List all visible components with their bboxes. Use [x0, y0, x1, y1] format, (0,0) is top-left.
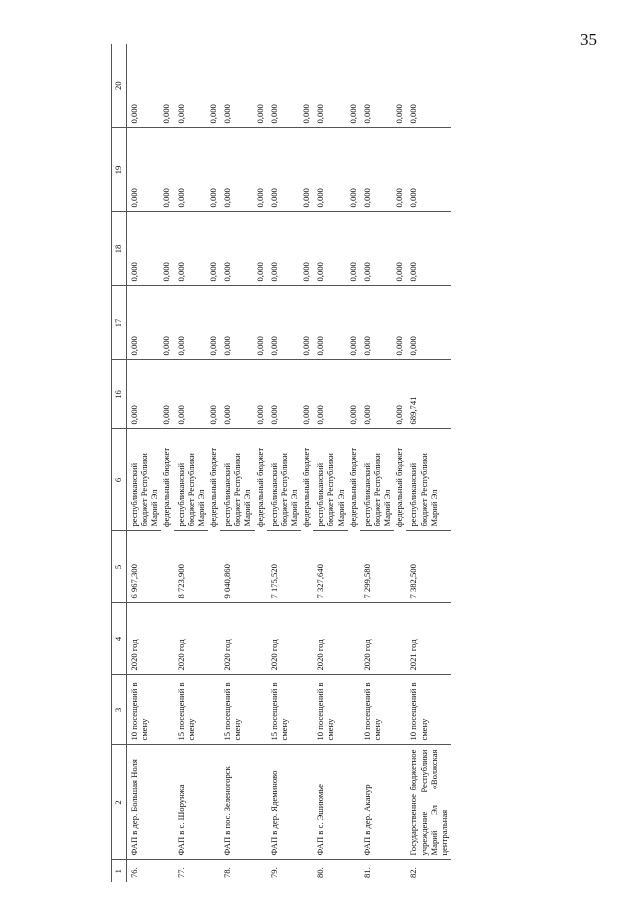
amount-19: 0,000	[360, 128, 394, 212]
col-header: 18	[112, 212, 127, 286]
col-header: 20	[112, 44, 127, 128]
amount-20: 0,000	[348, 44, 360, 128]
year: 2020 год	[220, 603, 267, 675]
col-header: 4	[112, 603, 127, 675]
funding-source: республиканский бюджет Республики Марий Эл	[313, 429, 347, 531]
object-name: ФАП в с. Шорунжа	[174, 745, 221, 860]
amount-20: 0,000	[255, 44, 267, 128]
amount-18: 0,000	[220, 212, 254, 286]
capacity: 15 посещений в смену	[267, 675, 314, 745]
object-name: ФАП в пос. Зеленогорск	[220, 745, 267, 860]
amount-17: 0,000	[360, 286, 394, 360]
amount-20: 0,000	[220, 44, 254, 128]
amount-20: 0,000	[406, 44, 451, 128]
amount-19: 0,000	[174, 128, 208, 212]
amount-17: 0,000	[301, 286, 313, 360]
capacity: 15 посещений в смену	[220, 675, 267, 745]
col-header: 3	[112, 675, 127, 745]
amount-20: 0,000	[301, 44, 313, 128]
table-row	[360, 44, 394, 882]
amount-19: 0,000	[406, 128, 451, 212]
amount-18: 0,000	[255, 212, 267, 286]
amount-20: 0,000	[394, 44, 406, 128]
amount-18: 0,000	[394, 212, 406, 286]
object-name: ФАП в с. Эшиюмье	[313, 745, 360, 860]
col-header: 5	[112, 531, 127, 603]
amount-18: 0,000	[313, 212, 347, 286]
amount-16: 689,741	[406, 360, 451, 429]
object-name: ФАП в дер. Большая Ноля	[127, 745, 174, 860]
amount-20: 0,000	[174, 44, 208, 128]
amount-17: 0,000	[313, 286, 347, 360]
amount-16: 0,000	[348, 360, 360, 429]
amount-16: 0,000	[174, 360, 208, 429]
year: 2020 год	[174, 603, 221, 675]
amount-20: 0,000	[208, 44, 220, 128]
amount-19: 0,000	[313, 128, 347, 212]
cost: 7 175,520	[267, 531, 314, 603]
amount-18: 0,000	[360, 212, 394, 286]
year: 2020 год	[127, 603, 174, 675]
amount-18: 0,000	[348, 212, 360, 286]
row-number: 76.	[129, 867, 139, 878]
amount-18: 0,000	[406, 212, 451, 286]
amount-16: 0,000	[360, 360, 394, 429]
funding-source: федеральный бюджет	[207, 447, 218, 527]
funding-source: республиканский бюджет Республики Марий Эл	[127, 429, 162, 531]
amount-19: 0,000	[161, 128, 173, 212]
amount-19: 0,000	[208, 128, 220, 212]
year: 2020 год	[267, 603, 314, 675]
table-row	[313, 44, 347, 882]
amount-18: 0,000	[301, 212, 313, 286]
col-header: 2	[112, 745, 127, 860]
table-row	[267, 44, 301, 882]
amount-16: 0,000	[313, 360, 347, 429]
capacity: 10 посещений в смену	[127, 675, 174, 745]
amount-19: 0,000	[127, 128, 162, 212]
amount-20: 0,000	[313, 44, 347, 128]
cost: 7 382,500	[406, 531, 451, 603]
row-number: 79.	[268, 867, 279, 878]
col-header: 17	[112, 286, 127, 360]
amount-18: 0,000	[161, 212, 173, 286]
funding-source: федеральный бюджет	[347, 447, 358, 527]
funding-source: республиканский бюджет Республики Марий Эл	[174, 429, 208, 531]
row-number: 82.	[408, 867, 419, 878]
funding-source: федеральный бюджет	[254, 447, 265, 527]
amount-16: 0,000	[255, 360, 267, 429]
capacity: 10 посещений в смену	[313, 675, 360, 745]
capacity: 15 посещений в смену	[174, 675, 221, 745]
row-number: 78.	[222, 867, 233, 878]
amount-16: 0,000	[220, 360, 254, 429]
financing-table	[111, 44, 451, 882]
funding-source: республиканский бюджет Республики Марий Эл	[220, 429, 254, 531]
col-header: 6	[112, 429, 127, 531]
table-row	[220, 44, 254, 882]
amount-20: 0,000	[267, 44, 301, 128]
funding-source: федеральный бюджет	[394, 447, 405, 527]
table-row	[127, 44, 162, 882]
funding-source: республиканский бюджет Республики Марий Эл	[406, 429, 451, 531]
amount-17: 0,000	[348, 286, 360, 360]
cost: 9 040,860	[220, 531, 267, 603]
amount-16: 0,000	[301, 360, 313, 429]
rotated-table-container	[111, 44, 593, 882]
cost: 6 967,300	[127, 531, 174, 603]
amount-18: 0,000	[208, 212, 220, 286]
amount-19: 0,000	[255, 128, 267, 212]
amount-19: 0,000	[394, 128, 406, 212]
table-row	[174, 44, 208, 882]
year: 2020 год	[360, 603, 407, 675]
col-header: 16	[112, 360, 127, 429]
amount-19: 0,000	[301, 128, 313, 212]
funding-source: республиканский бюджет Республики Марий Эл	[360, 429, 394, 531]
row-number: 81.	[361, 867, 372, 878]
amount-17: 0,000	[220, 286, 254, 360]
funding-source: федеральный бюджет	[301, 447, 312, 527]
amount-16: 0,000	[127, 360, 162, 429]
cost: 7 299,580	[360, 531, 407, 603]
capacity: 10 посещений в смену	[360, 675, 407, 745]
amount-18: 0,000	[267, 212, 301, 286]
amount-20: 0,000	[161, 44, 173, 128]
amount-17: 0,000	[208, 286, 220, 360]
header-row	[112, 44, 127, 882]
amount-17: 0,000	[394, 286, 406, 360]
amount-19: 0,000	[267, 128, 301, 212]
cost: 8 723,900	[174, 531, 221, 603]
funding-source: федеральный бюджет	[161, 447, 172, 527]
row-number: 77.	[175, 867, 186, 878]
col-header: 19	[112, 128, 127, 212]
object-name: Государственное бюджетное учреждение Республики Марий Эл «Волжская центральная	[406, 745, 451, 860]
amount-17: 0,000	[267, 286, 301, 360]
amount-19: 0,000	[348, 128, 360, 212]
amount-19: 0,000	[220, 128, 254, 212]
amount-18: 0,000	[174, 212, 208, 286]
amount-20: 0,000	[127, 44, 162, 128]
row-number: 80.	[315, 867, 326, 878]
amount-17: 0,000	[174, 286, 208, 360]
amount-16: 0,000	[394, 360, 406, 429]
amount-16: 0,000	[208, 360, 220, 429]
year: 2021 год	[406, 603, 451, 675]
amount-16: 0,000	[161, 360, 173, 429]
amount-17: 0,000	[406, 286, 451, 360]
amount-17: 0,000	[127, 286, 162, 360]
amount-16: 0,000	[267, 360, 301, 429]
object-name: ФАП в дер. Аканур	[360, 745, 407, 860]
amount-17: 0,000	[161, 286, 173, 360]
funding-source: республиканский бюджет Республики Марий Эл	[267, 429, 301, 531]
amount-20: 0,000	[360, 44, 394, 128]
capacity: 10 посещений в смену	[406, 675, 451, 745]
amount-17: 0,000	[255, 286, 267, 360]
col-header: 1	[112, 860, 127, 882]
object-name: ФАП в дер. Ядеминово	[267, 745, 314, 860]
amount-18: 0,000	[127, 212, 162, 286]
table-body	[127, 44, 451, 882]
table-row	[406, 44, 451, 882]
year: 2020 год	[313, 603, 360, 675]
page-number: 35	[580, 30, 597, 49]
cost: 7 327,640	[313, 531, 360, 603]
